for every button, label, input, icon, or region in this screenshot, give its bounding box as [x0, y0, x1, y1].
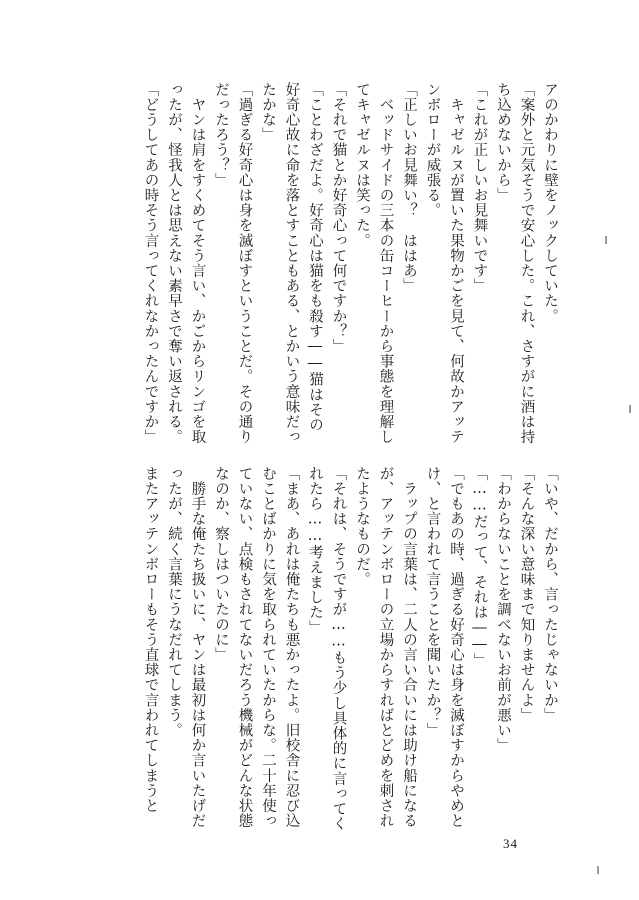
text-line: 「でもあの時、過ぎる好奇心は身を滅ぼすからやめと — [448, 466, 464, 829]
text-line: 「過ぎる好奇心は身を滅ぼすということだ。その通り — [236, 82, 253, 445]
text-line: 「案外と元気そうで安心した。これ、さすがに酒は持 — [518, 82, 535, 445]
crop-mark — [629, 405, 631, 413]
text-line: たかな」 — [260, 82, 276, 143]
text-line: キャゼルヌが置いた果物かごを見て、何故かアッテ — [448, 82, 464, 445]
crop-mark — [605, 236, 607, 244]
text-line: ていない、点検もされてないだろう機械がどんな状態 — [236, 466, 253, 829]
text-line: ったが、怪我人とは思えない素早さで奪い返される。 — [166, 82, 182, 445]
text-line: 「それは、そうですが……もう少し具体的に言ってく — [330, 466, 347, 832]
text-line: れたら……考えました」 — [307, 466, 323, 636]
text-line: 好奇心故に命を落とすこともある、とかいう意味だっ — [283, 82, 300, 445]
text-line: 「……だって、それは――」 — [471, 466, 488, 669]
text-line: たようなものだ。 — [354, 466, 370, 587]
text-line: なのか、察しはついたのに」 — [213, 466, 229, 663]
text-line: ラップの言葉は、二人の言い合いには助け船になる — [401, 466, 417, 829]
text-line: 勝手な俺たち扱いに、ヤンは最初は何か言いたげだ — [189, 466, 206, 829]
text-line: 「そんな深い意味まで知りませんよ」 — [518, 466, 535, 723]
crop-mark — [597, 866, 599, 874]
text-line: ンボローが威張る。 — [424, 82, 441, 218]
text-line: だったろう？」 — [213, 82, 229, 188]
text-line: が、アッテンボローの立場からすればとどめを刺され — [377, 466, 394, 829]
text-line: 「これが正しいお見舞いです」 — [471, 82, 488, 294]
text-line: アのかわりに壁をノックしていた。 — [542, 82, 558, 324]
text-block-bottom — [138, 466, 561, 832]
text-line: ち込めないから」 — [495, 82, 511, 203]
page-number: 34 — [503, 836, 518, 851]
text-line: ったが、続く言葉にうなだれてしまう。 — [166, 466, 182, 738]
text-line: け、と言われて言うことを聞いたか？」 — [424, 466, 441, 738]
text-line: ヤンは肩をすくめてそう言い、かごからリンゴを取 — [189, 82, 206, 445]
text-line: 「ことわざだよ。好奇心は猫をも殺す――猫はその — [307, 82, 323, 433]
text-block-top — [138, 82, 561, 445]
text-line: 「まあ、あれは俺たちも悪かったよ。旧校舎に忍び込 — [283, 466, 300, 829]
text-line: 「正しいお見舞い？ ははあ」 — [401, 82, 417, 294]
text-line: むことばかりに気を取られていたからな。二十年使っ — [260, 466, 276, 829]
text-line: 「わからないことを調べないお前が悪い」 — [495, 466, 511, 753]
text-line: てキャゼルヌは笑った。 — [354, 82, 370, 249]
text-line: 「どうしてあの時そう言ってくれなかったんですか」 — [142, 82, 159, 445]
text-line: 「それで猫とか好奇心って何ですか？」 — [330, 82, 347, 354]
text-line: ベッドサイドの三本の缶コーヒーから事態を理解し — [377, 82, 394, 445]
text-line: 「いや、だから、言ったじゃないか」 — [542, 466, 558, 723]
text-line: またアッテンボローもそう直球で言われてしまうと — [142, 466, 159, 814]
